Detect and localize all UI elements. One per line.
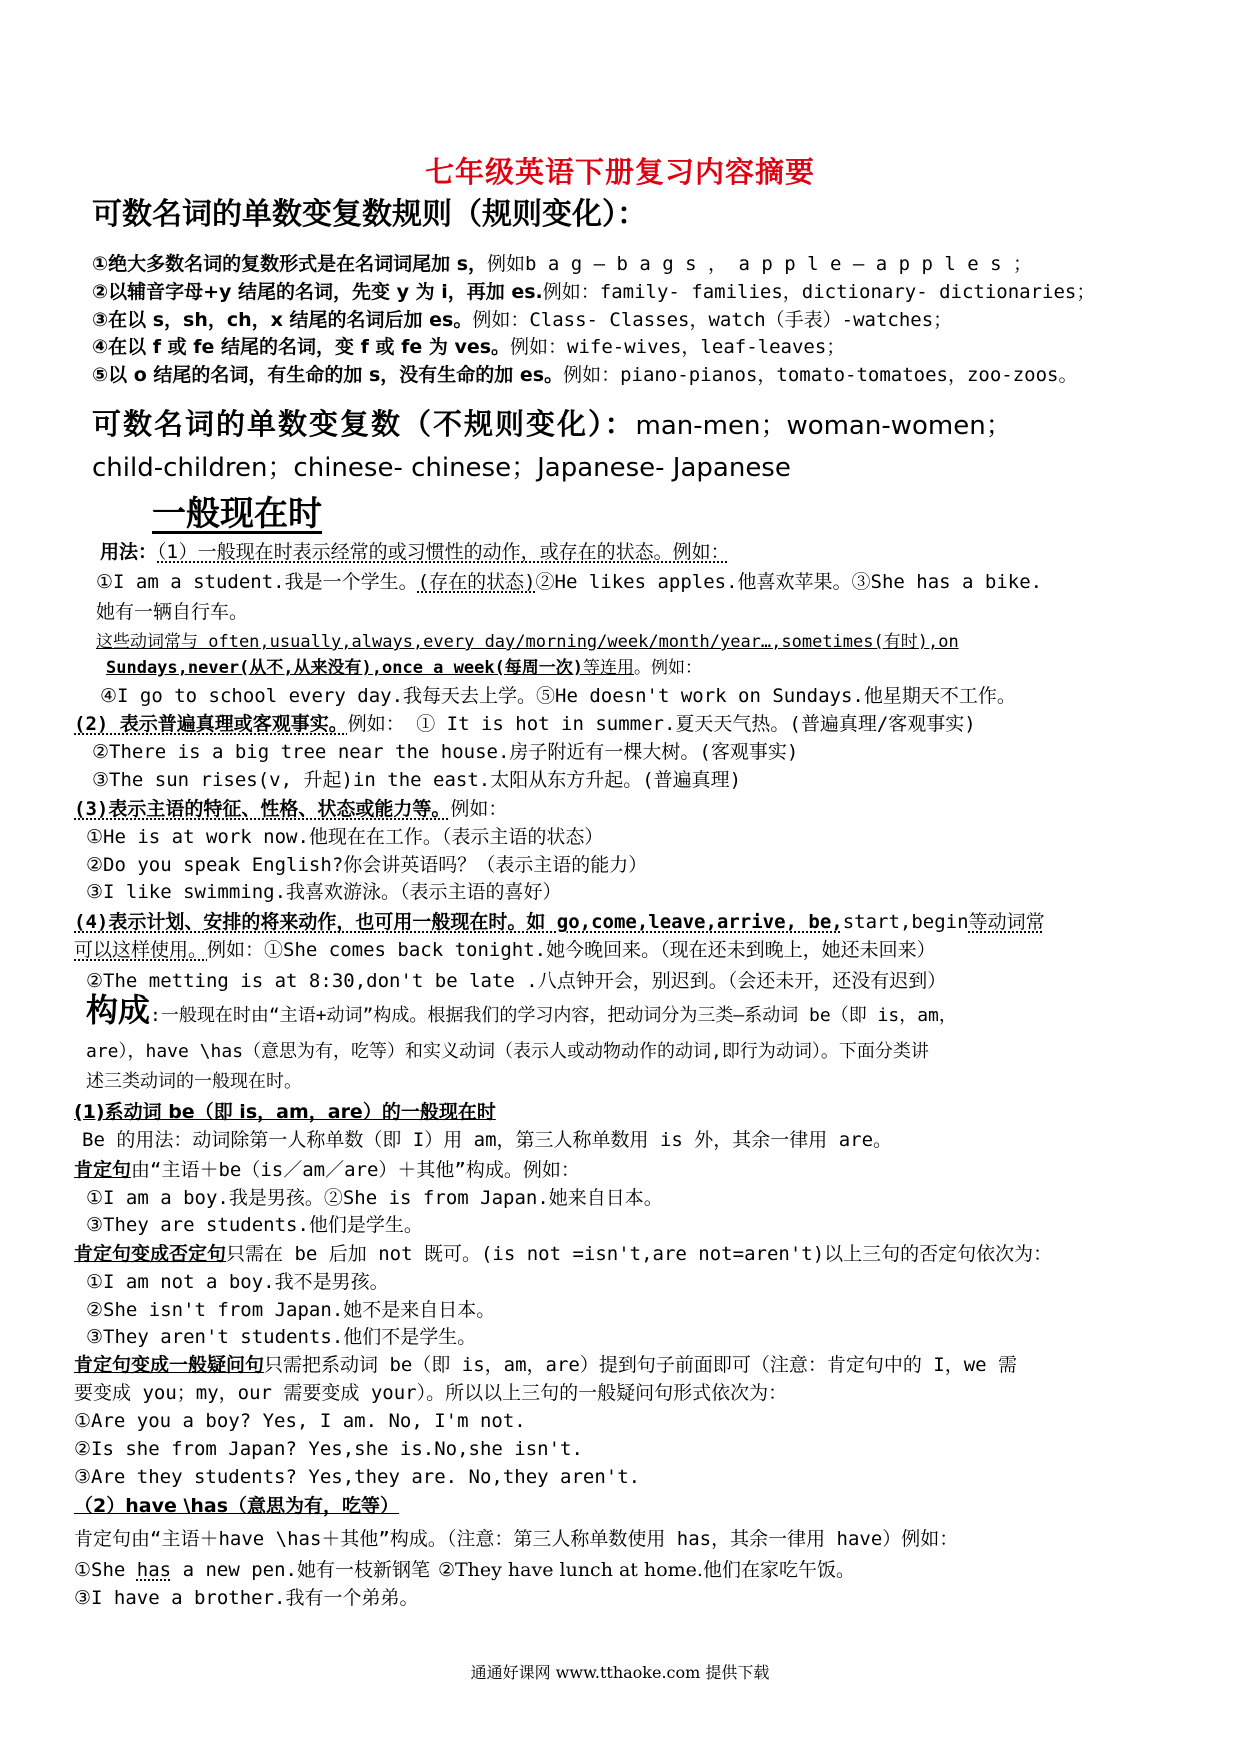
example-text: ②He likes apples.他喜欢苹果。③She has a bike.: [535, 571, 1043, 593]
rule-5-example: 例如：piano-pianos，tomato-tomatoes，zoo-zoos。: [563, 364, 1078, 386]
affirmative-example-1: ①I am a boy.我是男孩。②She is from Japan.她来自日本。: [86, 1187, 663, 1209]
rule-2: [92, 280, 1095, 304]
usage-1-heading: [100, 540, 730, 564]
structure-intro: [86, 991, 957, 1029]
usage-1-example-2: ④I go to school every day.我每天去上学。⑤He doesn't work on Sundays.他星期天不工作。: [100, 685, 1016, 707]
negative-text: 只需在 be 后加 not 既可。(is not =isn't,are not=aren't)以上三句的否定句依次为：: [226, 1243, 1053, 1265]
negative-label: 肯定句变成否定句: [74, 1243, 227, 1265]
irregular-examples-1: man-men；woman-women；: [635, 411, 1012, 441]
rule-3-example: 例如：Class- Classes，watch（手表）-watches；: [472, 309, 953, 331]
have-has-example-2: ③I have a brother.我有一个弟弟。: [74, 1587, 419, 1609]
irregular-examples-2: child-children；chinese- chinese；Japanese- Japanese: [92, 453, 791, 483]
rule-1: [92, 252, 1032, 276]
usage-4-heading-2: [74, 938, 936, 962]
usage-3-example-1: ①He is at work now.他现在在工作。（表示主语的状态）: [86, 826, 604, 848]
usage-3-example-label: 例如：: [450, 798, 508, 820]
have-has-rule: 肯定句由“主语＋have \has＋其他”构成。（注意：第三人称单数使用 has，其余一律用 have）例如：: [74, 1528, 959, 1550]
rule-4-bold: ④在以 f 或 fe 结尾的名词，变 f 或 fe 为 ves。: [92, 336, 511, 358]
usage-4-example-2: ②The metting is at 8:30,don't be late .八点钟开会，别迟到。（会还未开，还没有迟到）: [86, 970, 947, 992]
negative-example-3: ③They aren't students.他们不是学生。: [86, 1326, 477, 1348]
irregular-heading-text: 可数名词的单数变复数（不规则变化）：: [92, 407, 636, 441]
rule-4-example: 例如：wife-wives，leaf-leaves；: [510, 336, 846, 358]
negative-rule: [74, 1242, 1052, 1266]
question-example-2: ②Is she from Japan? Yes,she is.No,she isn't.: [74, 1438, 583, 1460]
usage-3-heading: [74, 797, 507, 821]
usage-4-verbs: start,begin: [842, 911, 969, 933]
note-text: (存在的状态): [417, 571, 536, 593]
usage-label: 用法：: [100, 541, 158, 563]
usage-2-text: (2) 表示普遍真理或客观事实。: [74, 713, 348, 735]
rule-2-example: 例如：family- families，dictionary- dictionaries；: [542, 281, 1096, 303]
negative-example-2: ②She isn't from Japan.她不是来自日本。: [86, 1299, 496, 1321]
rule-5-bold: ⑤以 o 结尾的名词，有生命的加 s，没有生命的加 es。: [92, 364, 564, 386]
usage-1-text: （1）一般现在时表示经常的或习惯性的动作，或存在的状态。例如：: [157, 541, 730, 563]
usage-1-example-1-cont: 她有一辆自行车。: [96, 601, 249, 623]
example-highlight: has: [136, 1559, 172, 1581]
negative-example-1: ①I am not a boy.我不是男孩。: [86, 1271, 389, 1293]
usage-3-example-3: ③I like swimming.我喜欢游泳。（表示主语的喜好）: [86, 881, 562, 903]
frequency-adverbs-1: 这些动词常与 often,usually,always,every day/morning/week/month/year…,sometimes(有时),on: [96, 632, 959, 652]
rule-1-bold: ①绝大多数名词的复数形式是在名词词尾加 s，: [92, 253, 488, 275]
frequency-adverbs-2: [106, 656, 702, 680]
adverb-text: Sundays,never(从不,从来没有),once a week(每周一次): [106, 658, 584, 678]
be-usage: Be 的用法：动词除第一人称单数（即 I）用 am，第三人称单数用 is 外，其余一律用 are。: [82, 1129, 893, 1151]
structure-text-3: 述三类动词的一般现在时。: [86, 1071, 302, 1092]
usage-3-example-2: ②Do you speak English?你会讲英语吗？（表示主语的能力）: [86, 854, 648, 876]
regular-plural-heading: 可数名词的单数变复数规则（规则变化）：: [92, 197, 647, 232]
rule-1-example: 例如b a g — b a g s ， a p p l e — a p p l e s ；: [487, 253, 1033, 275]
structure-text: :一般现在时由“主语+动词”构成。根据我们的学习内容，把动词分为三类—系动词 be（即 is，am，: [150, 1005, 957, 1026]
adverb-text: 。例如：: [634, 658, 703, 678]
affirmative-text: 由“主语＋be（is／am／are）＋其他”构成。例如：: [131, 1159, 580, 1181]
rule-3: [92, 308, 952, 332]
have-has-heading: （2）have \has（意思为有，吃等）: [74, 1495, 400, 1517]
usage-1-example-1: [96, 570, 1042, 594]
have-has-example-1: [74, 1558, 855, 1582]
question-rule: [74, 1353, 1017, 1377]
question-label: 肯定句变成一般疑问句: [74, 1354, 265, 1376]
question-rule-2: 要变成 you；my，our 需要变成 your）。所以以上三句的一般疑问句形式依次为：: [74, 1382, 788, 1404]
example-text: ②They have lunch at home.他们在家吃午饭。: [437, 1559, 855, 1581]
structure-text-2: are），have \has（意思为有，吃等）和实义动词（表示人或动物动作的动词,即行为动词）。下面分类讲: [86, 1041, 929, 1062]
page-title: 七年级英语下册复习内容摘要: [424, 155, 815, 189]
rule-2-bold: ②以辅音字母+y 结尾的名词，先变 y 为 i，再加 es.: [92, 281, 543, 303]
question-example-1: ①Are you a boy? Yes, I am. No, I'm not.: [74, 1410, 526, 1432]
question-example-3: ③Are they students? Yes,they are. No,they aren't.: [74, 1466, 641, 1488]
affirmative-label: 肯定句: [74, 1159, 132, 1181]
structure-label: 构成: [86, 991, 151, 1029]
affirmative-rule: [74, 1158, 580, 1182]
usage-2-example-3: ③The sun rises(v, 升起)in the east.太阳从东方升起。(普遍真理): [92, 769, 742, 791]
usage-2-example-1: 例如： ① It is hot in summer.夏天天气热。(普遍真理/客观事实): [347, 713, 976, 735]
usage-4-text: 可以这样使用。: [74, 939, 208, 961]
question-text: 只需把系动词 be（即 is，am，are）提到句子前面即可（注意：肯定句中的 I，we 需: [264, 1354, 1018, 1376]
usage-4-text: (4)表示计划、安排的将来动作，也可用一般现在时。如 go,come,leave,arrive, be,: [74, 911, 843, 933]
footer-credit: 通通好课网 www.tthaoke.com 提供下载: [470, 1663, 770, 1682]
adverb-text: 等连用: [583, 658, 635, 678]
example-text: ①She: [74, 1559, 137, 1581]
usage-4-text: 等动词常: [968, 911, 1045, 933]
rule-3-bold: ③在以 s，sh，ch，x 结尾的名词后加 es。: [92, 309, 473, 331]
usage-4-example-1: 例如：①She comes back tonight.她今晚回来。（现在还未到晚上，她还未回来）: [207, 939, 936, 961]
rule-5: [92, 363, 1077, 387]
usage-3-text: (3)表示主语的特征、性格、状态或能力等。: [74, 798, 451, 820]
affirmative-example-2: ③They are students.他们是学生。: [86, 1214, 423, 1236]
usage-2-heading: [74, 712, 976, 736]
present-tense-heading: 一般现在时: [152, 494, 322, 534]
usage-2-example-2: ②There is a big tree near the house.房子附近有一棵大树。(客观事实): [92, 741, 799, 763]
usage-4-heading: [74, 910, 1045, 934]
be-verb-heading: (1)系动词 be（即 is，am，are）的一般现在时: [74, 1101, 496, 1123]
rule-4: [92, 335, 845, 359]
irregular-plural-heading: [92, 404, 1012, 446]
example-text: ①I am a student.我是一个学生。: [96, 571, 418, 593]
example-text: a new pen.她有一枝新钢笔: [171, 1559, 430, 1581]
